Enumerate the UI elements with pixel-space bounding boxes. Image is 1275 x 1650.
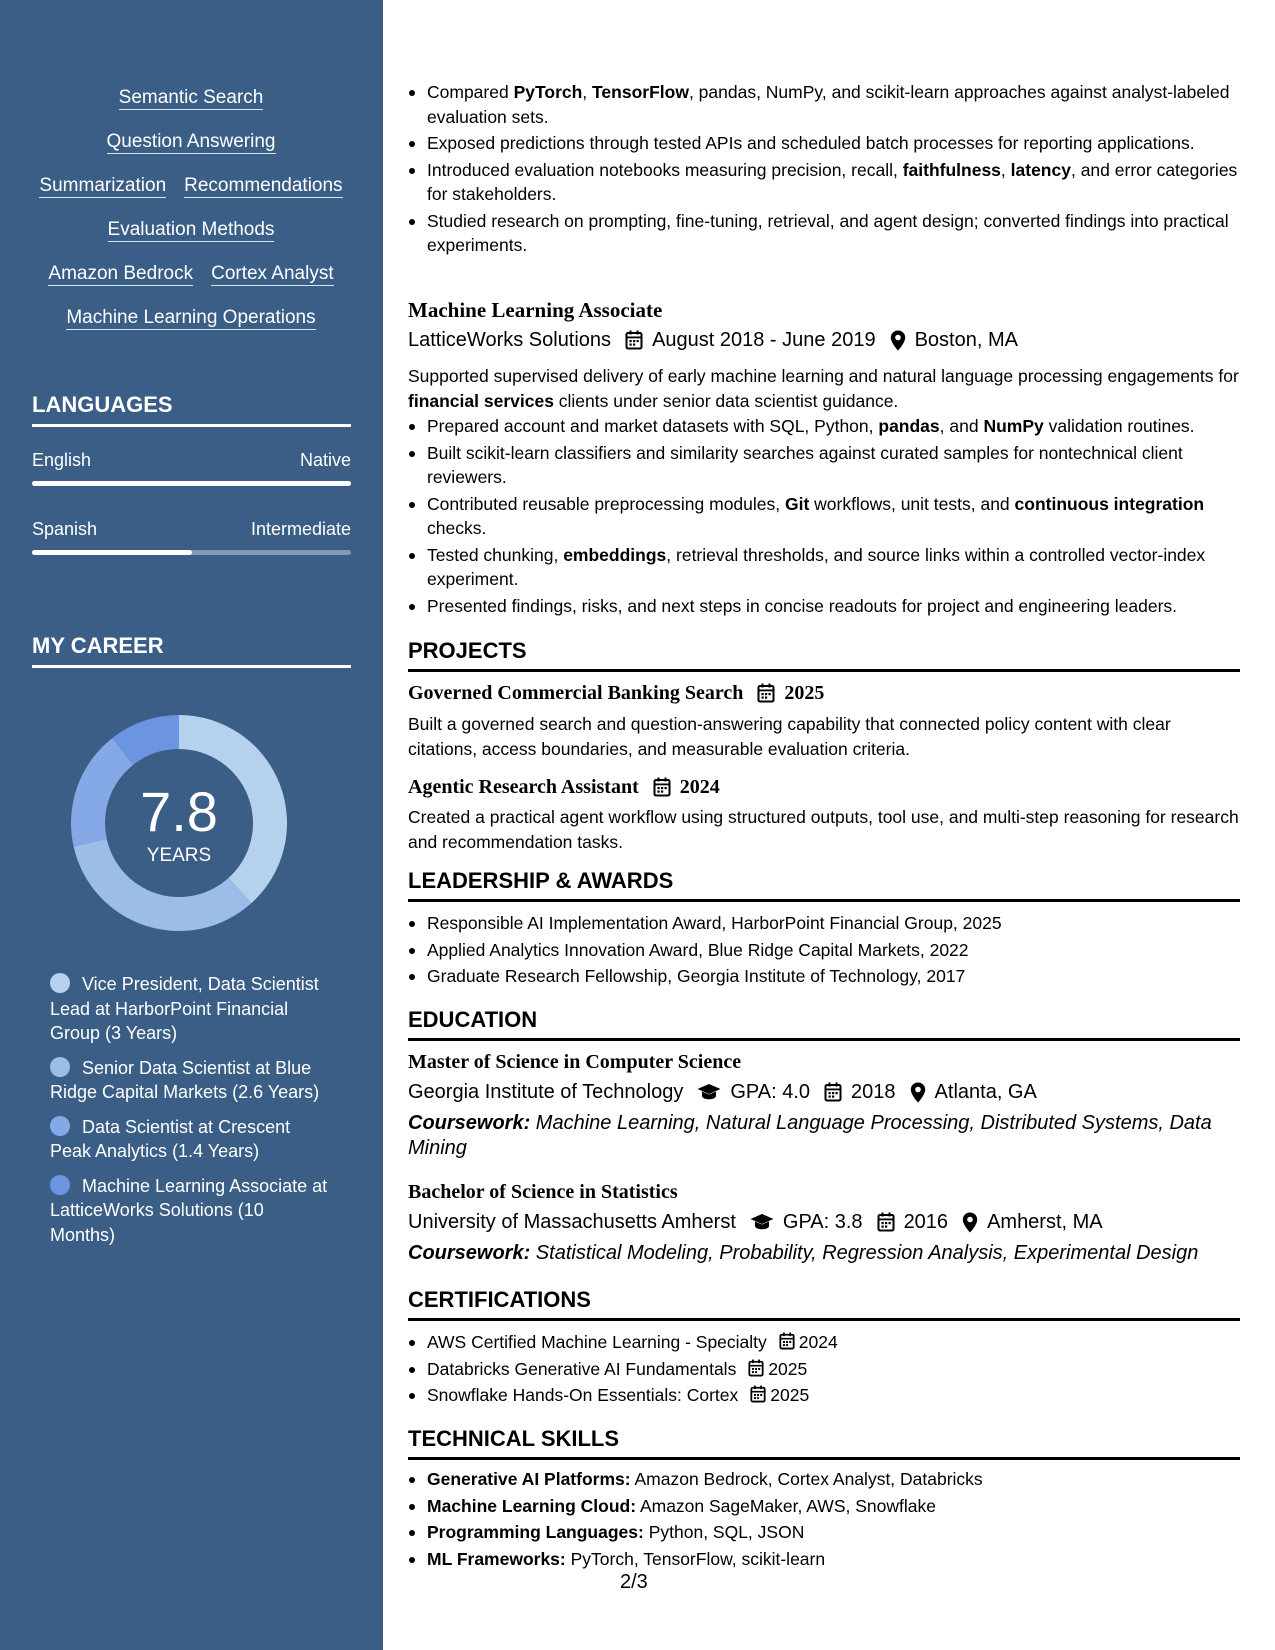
skill-item xyxy=(408,1547,1240,1572)
skill-tag: Machine Learning Operations xyxy=(66,307,316,328)
text: Exposed predictions through tested APIs and scheduled batch processes for reporting applications. xyxy=(427,133,1195,153)
school-location: Amherst, MA xyxy=(987,1211,1103,1233)
certifications-list xyxy=(408,1330,1240,1408)
career-legend-text: Senior Data Scientist at Blue Ridge Capital Markets (2.6 Years) xyxy=(50,1057,320,1102)
bullet-item xyxy=(408,543,1230,592)
projects-heading: PROJECTS xyxy=(408,639,1240,672)
language-level: Native xyxy=(299,450,351,470)
certification-item xyxy=(408,1383,1240,1408)
award-item: Applied Analytics Innovation Award, Blue Ridge Capital Markets, 2022 xyxy=(408,938,1240,963)
job-bullets xyxy=(408,414,1248,618)
bullet-item xyxy=(408,209,1240,258)
technical-skills-heading: TECHNICAL SKILLS xyxy=(408,1427,1240,1460)
skill-values: Amazon SageMaker, AWS, Snowflake xyxy=(636,1495,936,1516)
coursework xyxy=(408,1111,1228,1161)
text: Presented findings, risks, and next steps in concise readouts for project and engineering leaders. xyxy=(427,595,1178,616)
technical-skills-list xyxy=(408,1467,1240,1571)
bold-text: NumPy xyxy=(983,416,1044,436)
school-name: Georgia Institute of Technology xyxy=(408,1081,684,1103)
language-name: English xyxy=(32,450,92,470)
skill-tags xyxy=(26,86,356,350)
certification-year: 2025 xyxy=(770,1385,810,1405)
calendar-icon xyxy=(877,1212,895,1232)
bullet-item xyxy=(408,131,1240,156)
calendar-icon xyxy=(824,1082,842,1102)
skill-category: Generative AI Platforms: xyxy=(427,1469,631,1489)
bold-text: latency xyxy=(1010,159,1071,180)
legend-dot xyxy=(50,1057,70,1077)
text: Built scikit-learn classifiers and similarity searches against curated samples for nontechnical client reviewers. xyxy=(427,442,1183,487)
certifications-heading: CERTIFICATIONS xyxy=(408,1288,1240,1321)
calendar-icon xyxy=(779,1332,795,1350)
text: , and error categories for stakeholders. xyxy=(427,159,1238,204)
education-heading: EDUCATION xyxy=(408,1008,1240,1041)
bold-text: faithfulness xyxy=(902,159,1001,180)
language-name: Spanish xyxy=(32,519,98,539)
bullet-item xyxy=(408,158,1240,207)
awards-heading: LEADERSHIP & AWARDS xyxy=(408,869,1240,902)
job-dates: August 2018 - June 2019 xyxy=(652,329,876,351)
project-title: Governed Commercial Banking Search xyxy=(408,682,744,704)
skill-tag: Question Answering xyxy=(106,131,276,152)
career-legend-item xyxy=(50,1056,330,1105)
career-legend xyxy=(50,972,330,1257)
skill-tag: Semantic Search xyxy=(118,87,264,108)
company-name: LatticeWorks Solutions xyxy=(408,329,612,351)
text: checks. xyxy=(427,518,487,538)
coursework-text: Machine Learning, Natural Language Processing, Distributed Systems, Data Mining xyxy=(408,1112,1212,1159)
school-location: Atlanta, GA xyxy=(934,1081,1037,1103)
bullet-item xyxy=(408,594,1248,619)
skill-item xyxy=(408,1467,1240,1492)
calendar-icon xyxy=(653,777,671,797)
coursework-label: Coursework: xyxy=(408,1112,531,1134)
skill-tag-row xyxy=(26,262,356,286)
location-pin-icon xyxy=(910,1082,926,1103)
languages-heading: LANGUAGES xyxy=(32,392,351,427)
degree-title: Bachelor of Science in Statistics xyxy=(408,1181,678,1203)
job-meta xyxy=(408,328,1018,353)
certification-year: 2024 xyxy=(798,1332,838,1352)
language-bar-fill xyxy=(32,550,192,555)
skill-values: Amazon Bedrock, Cortex Analyst, Databricks xyxy=(630,1469,983,1489)
location-pin-icon xyxy=(962,1212,978,1233)
project-year: 2024 xyxy=(679,776,720,798)
skill-tag-row xyxy=(26,86,356,110)
calendar-icon xyxy=(757,683,775,703)
calendar-icon xyxy=(625,330,643,350)
career-total-years: 7.8 xyxy=(140,780,218,843)
skill-tag-row xyxy=(26,174,356,198)
coursework-text: Statistical Modeling, Probability, Regression Analysis, Experimental Design xyxy=(530,1242,1199,1264)
career-legend-text: Data Scientist at Crescent Peak Analytics (1.4 Years) xyxy=(50,1116,291,1161)
skill-category: Machine Learning Cloud: xyxy=(427,1495,637,1516)
bold-text: pandas xyxy=(878,416,940,436)
career-heading: MY CAREER xyxy=(32,633,351,668)
text: , xyxy=(582,82,593,102)
text: Compared xyxy=(427,82,514,102)
education-meta xyxy=(408,1080,1037,1105)
project-title-row xyxy=(408,775,720,800)
certification-name: Databricks Generative AI Fundamentals xyxy=(427,1358,737,1379)
career-legend-item xyxy=(50,1174,330,1248)
language-bar xyxy=(32,481,351,486)
calendar-icon xyxy=(750,1385,766,1403)
award-item: Graduate Research Fellowship, Georgia Institute of Technology, 2017 xyxy=(408,964,1240,989)
certification-item xyxy=(408,1330,1240,1355)
skill-tag: Recommendations xyxy=(184,175,343,196)
bold-text: continuous integration xyxy=(1014,493,1205,514)
text: clients under senior data scientist guidance. xyxy=(553,390,899,411)
skill-item xyxy=(408,1494,1240,1519)
skill-item xyxy=(408,1520,1240,1545)
text: Tested chunking, xyxy=(427,544,564,565)
career-legend-item xyxy=(50,1115,330,1164)
previous-job-bullets xyxy=(408,80,1240,258)
career-legend-item xyxy=(50,972,330,1046)
certification-name: Snowflake Hands-On Essentials: Cortex xyxy=(427,1385,739,1405)
bullet-item xyxy=(408,414,1248,439)
location-pin-icon xyxy=(890,330,906,351)
skill-tag-row xyxy=(26,130,356,154)
skill-tag: Cortex Analyst xyxy=(211,263,334,284)
certification-name: AWS Certified Machine Learning - Specialty xyxy=(427,1332,767,1352)
gpa: GPA: 4.0 xyxy=(730,1081,811,1103)
text: workflows, unit tests, and xyxy=(809,493,1015,514)
career-total-unit: YEARS xyxy=(146,845,212,866)
bold-text: PyTorch xyxy=(513,82,583,102)
text: , and xyxy=(939,416,984,436)
bullet-item xyxy=(408,492,1230,541)
legend-dot xyxy=(50,1116,70,1136)
project-title: Agentic Research Assistant xyxy=(408,776,639,798)
bold-text: Git xyxy=(784,493,810,514)
project-description: Created a practical agent workflow using structured outputs, tool use, and multi-step reasoning for research and recommendation tasks. xyxy=(408,807,1239,852)
bold-text: TensorFlow xyxy=(592,82,689,102)
job-title: Machine Learning Associate xyxy=(408,298,663,322)
skill-values: Python, SQL, JSON xyxy=(643,1522,805,1542)
project-title-row xyxy=(408,681,824,706)
gpa: GPA: 3.8 xyxy=(782,1211,863,1233)
skill-tag: Summarization xyxy=(39,175,167,196)
legend-dot xyxy=(50,973,70,993)
skill-tag: Amazon Bedrock xyxy=(48,263,194,284)
skill-tag: Evaluation Methods xyxy=(107,219,275,240)
skill-category: ML Frameworks: xyxy=(427,1548,566,1569)
skill-tag-row xyxy=(26,306,356,330)
awards-list xyxy=(408,911,1240,989)
language-row xyxy=(32,519,351,540)
award-item: Responsible AI Implementation Award, HarborPoint Financial Group, 2025 xyxy=(408,911,1240,936)
bold-text: embeddings xyxy=(563,544,667,565)
skill-category: Programming Languages: xyxy=(427,1522,644,1542)
legend-dot xyxy=(50,1175,70,1195)
text: , retrieval thresholds, and source links within a controlled vector-index experiment. xyxy=(427,544,1206,589)
school-name: University of Massachusetts Amherst xyxy=(408,1211,736,1233)
career-legend-text: Vice President, Data Scientist Lead at HarborPoint Financial Group (3 Years) xyxy=(50,974,319,1043)
skill-values: PyTorch, TensorFlow, scikit-learn xyxy=(565,1548,826,1569)
text: Contributed reusable preprocessing modules, xyxy=(427,493,785,514)
graduation-cap-icon xyxy=(750,1213,774,1231)
text: , xyxy=(1000,159,1011,180)
page-number: 2/3 xyxy=(620,1571,648,1593)
text: validation routines. xyxy=(1043,416,1195,436)
text: Prepared account and market datasets with SQL, Python, xyxy=(427,416,879,436)
bullet-item xyxy=(408,441,1230,490)
text: Studied research on prompting, fine-tuning, retrieval, and agent design; converted findings into practical experiments. xyxy=(427,210,1229,255)
degree-title: Master of Science in Computer Science xyxy=(408,1051,742,1073)
text: , pandas, NumPy, and scikit-learn approaches against analyst-labeled evaluation sets. xyxy=(427,82,1230,127)
language-level: Intermediate xyxy=(250,519,351,539)
graduation-year: 2016 xyxy=(903,1211,949,1233)
bullet-item xyxy=(408,80,1240,129)
graduation-year: 2018 xyxy=(851,1081,896,1103)
language-row xyxy=(32,450,351,471)
coursework-label: Coursework: xyxy=(408,1242,531,1264)
education-meta xyxy=(408,1210,1103,1235)
language-bar xyxy=(32,550,351,555)
text: Introduced evaluation notebooks measuring precision, recall, xyxy=(427,159,903,180)
job-summary xyxy=(408,364,1240,413)
certification-year: 2025 xyxy=(768,1358,808,1379)
project-description: Built a governed search and question-answering capability that connected policy content with clear citations, access boundaries, and measurable evaluation criteria. xyxy=(408,714,1171,759)
sidebar xyxy=(0,0,383,1650)
language-bar-fill xyxy=(32,481,351,486)
job-location: Boston, MA xyxy=(914,329,1018,351)
bold-text: financial services xyxy=(408,390,554,411)
text: Supported supervised delivery of early machine learning and natural language processing engagements for xyxy=(408,366,1239,386)
coursework xyxy=(408,1241,1240,1266)
graduation-cap-icon xyxy=(697,1083,721,1101)
career-legend-text: Machine Learning Associate at LatticeWorks Solutions (10 Months) xyxy=(50,1175,328,1245)
calendar-icon xyxy=(748,1359,764,1377)
skill-tag-row xyxy=(26,218,356,242)
certification-item xyxy=(408,1357,1240,1382)
project-year: 2025 xyxy=(784,682,825,704)
